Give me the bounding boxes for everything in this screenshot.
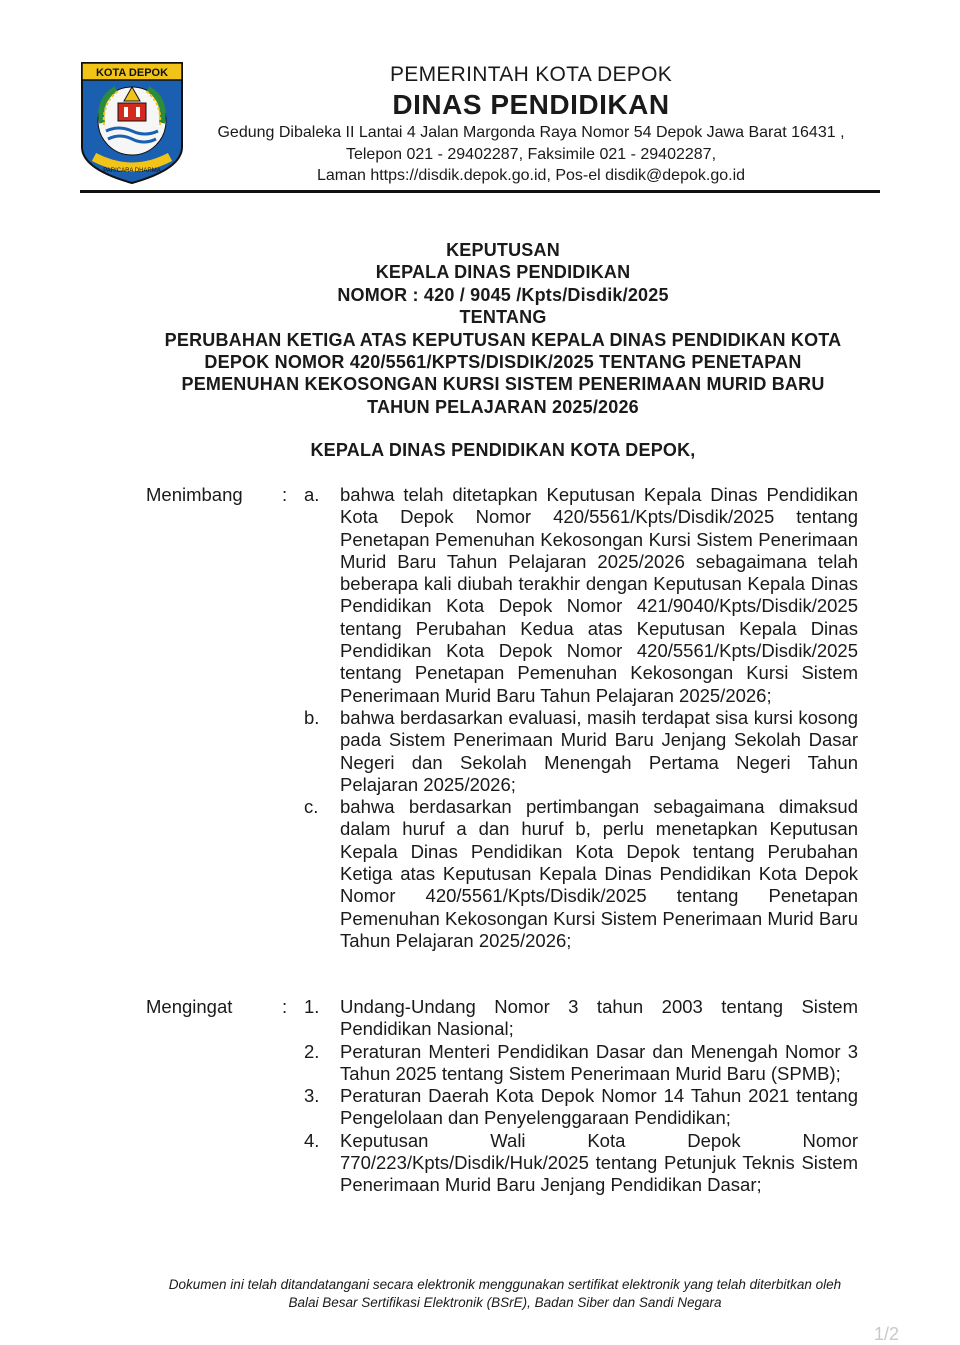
section-label: Menimbang <box>146 484 243 505</box>
item-marker: 4. <box>304 1129 320 1151</box>
menimbang-items <box>304 484 858 952</box>
list-item <box>304 484 858 707</box>
logo-motto: PARICARA DHARMA <box>103 168 161 174</box>
mengingat-items <box>304 996 858 1197</box>
decree-title-line: DEPOK NOMOR 420/5561/KPTS/DISDIK/2025 TENTANG PENETAPAN <box>204 352 802 373</box>
list-item <box>304 996 858 1041</box>
office-phone: Telepon 021 - 29402287, Faksimile 021 - 29402287, <box>345 145 717 163</box>
item-marker: 2. <box>304 1040 320 1062</box>
page-indicator: 1/2 <box>874 1324 900 1344</box>
decree-title-line: PERUBAHAN KETIGA ATAS KEPUTUSAN KEPALA DINAS PENDIDIKAN KOTA <box>164 329 842 350</box>
list-item <box>304 1130 858 1197</box>
decree-title-line: TAHUN PELAJARAN 2025/2026 <box>367 396 639 417</box>
decree-issuer: KEPALA DINAS PENDIDIKAN <box>375 262 631 283</box>
footer-line: Balai Besar Sertifikasi Elektronik (BSrE), Badan Siber dan Sandi Negara <box>288 1295 722 1310</box>
item-marker: c. <box>304 796 319 818</box>
list-item <box>304 796 858 952</box>
footer-line: Dokumen ini telah ditandatangani secara elektronik menggunakan sertifikat elektronik yang telah diterbitkan oleh <box>168 1277 842 1292</box>
item-marker: a. <box>304 484 320 505</box>
item-text: bahwa telah ditetapkan Keputusan Kepala Dinas Pendidikan Kota Depok Nomor 420/5561/Kpts/Disdik/2025 tentang Penetapan Pemenuhan Kekosongan Kursi Sistem Penerimaan Murid Baru Tahun Pelajaran 2025/2026 sebagaimana telah beberapa kali diubah terakhir dengan Keputusan Kepala Dinas Pendidikan Kota Depok Nomor 421/9040/Kpts/Disdik/2025 tentang Perubahan Kedua atas Keputusan Kepala Dinas Pendidikan Kota Depok Nomor 420/5561/Kpts/Disdik/2025 tentang Penetapan Pemenuhan Kekosongan Kursi Sistem Penerimaan Murid Baru Tahun Pelajaran 2025/2026; <box>340 484 858 706</box>
department-name: DINAS PENDIDIKAN <box>392 89 670 120</box>
office-address: Gedung Dibaleka II Lantai 4 Jalan Margonda Raya Nomor 54 Depok Jawa Barat 16431 , <box>217 124 845 141</box>
government-name: PEMERINTAH KOTA DEPOK <box>389 63 673 86</box>
letterhead <box>0 0 960 200</box>
decree-number: NOMOR : 420 / 9045 /Kpts/Disdik/2025 <box>337 284 669 305</box>
list-item <box>304 707 858 796</box>
item-text: Undang-Undang Nomor 3 tahun 2003 tentang Sistem Pendidikan Nasional; <box>340 996 858 1040</box>
list-item <box>304 1041 858 1086</box>
item-text: bahwa berdasarkan pertimbangan sebagaimana dimaksud dalam huruf a dan huruf b, perlu menetapkan Keputusan Kepala Dinas Pendidikan Kota Depok tentang Perubahan Ketiga atas Keputusan Kepala Dinas Pendidikan Kota Depok Nomor 420/5561/Kpts/Disdik/2025 tentang Penetapan Pemenuhan Kekosongan Kursi Sistem Penerimaan Murid Baru Tahun Pelajaran 2025/2026; <box>340 796 858 951</box>
item-text: bahwa berdasarkan evaluasi, masih terdapat sisa kursi kosong pada Sistem Penerimaan Murid Baru Jenjang Sekolah Dasar Negeri dan Sekolah Menengah Pertama Negeri Tahun Pelajaran 2025/2026; <box>340 706 858 795</box>
item-marker: 3. <box>304 1085 320 1107</box>
decree-type: KEPUTUSAN <box>446 240 560 260</box>
decree-title-line: PEMENUHAN KEKOSONGAN KURSI SISTEM PENERIMAAN MURID BARU <box>181 374 825 395</box>
letterhead-text <box>186 62 876 187</box>
office-web: Laman https://disdik.depok.go.id, Pos-el disdik@depok.go.id <box>316 167 746 184</box>
letterhead-divider <box>80 190 880 193</box>
decree-about: TENTANG <box>459 307 547 328</box>
item-text: Keputusan Wali Kota Depok Nomor 770/223/Kpts/Disdik/Huk/2025 tentang Petunjuk Teknis Sistem Penerimaan Murid Baru Jenjang Pendidikan Dasar; <box>340 1129 858 1196</box>
item-marker: 1. <box>304 996 320 1017</box>
logo-text: KOTA DEPOK <box>95 67 169 79</box>
section-colon: : <box>282 996 288 1017</box>
section-colon: : <box>282 484 288 505</box>
item-text: Peraturan Daerah Kota Depok Nomor 14 Tahun 2021 tentang Pengelolaan dan Penyelenggaraan Pendidikan; <box>340 1085 858 1129</box>
kota-depok-logo <box>80 61 184 185</box>
section-label: Mengingat <box>146 996 233 1017</box>
e-signature-notice <box>120 1276 890 1312</box>
item-text: Peraturan Menteri Pendidikan Dasar dan Menengah Nomor 3 Tahun 2025 tentang Sistem Penerimaan Murid Baru (SPMB); <box>340 1040 858 1084</box>
item-marker: b. <box>304 706 320 728</box>
decree-authority: KEPALA DINAS PENDIDIKAN KOTA DEPOK, <box>310 440 696 461</box>
list-item <box>304 1085 858 1130</box>
decree-heading <box>100 239 906 462</box>
